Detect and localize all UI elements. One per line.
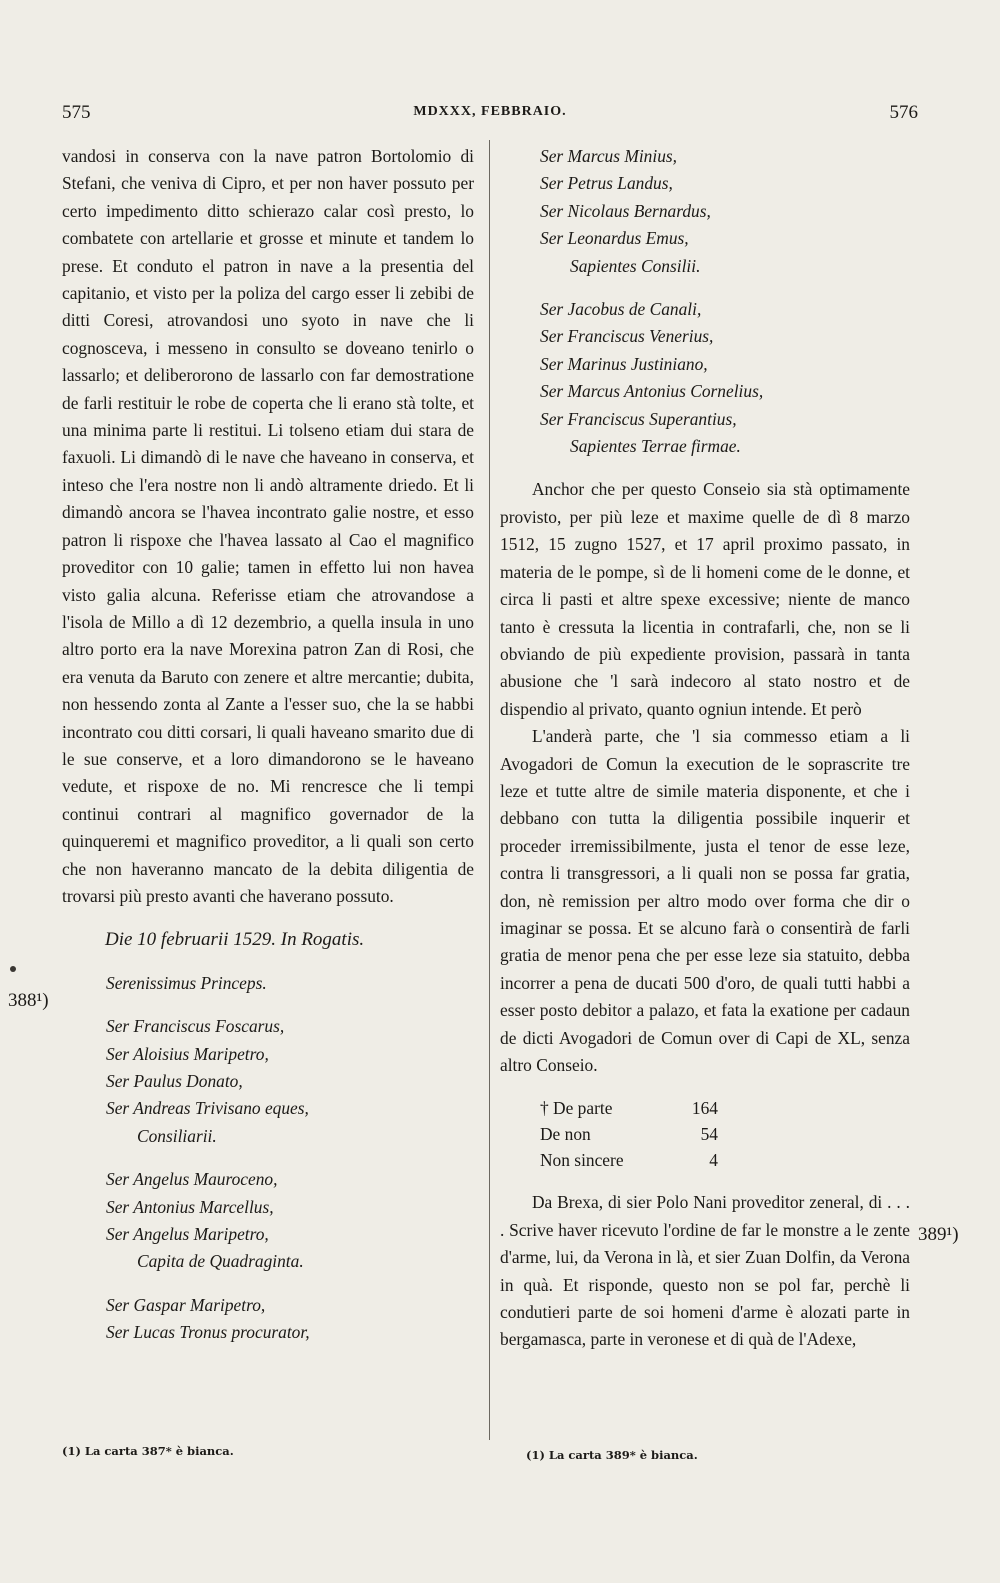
vote-label: Non sincere	[540, 1150, 624, 1171]
right-column	[500, 143, 910, 1354]
list-item: Ser Paulus Donato,	[106, 1071, 243, 1091]
princeps-line: Serenissimus Princeps.	[106, 972, 267, 993]
running-title: MDXXX, FEBBRAIO.	[413, 104, 567, 119]
list-item: Ser Jacobus de Canali,	[540, 299, 702, 320]
list-item: Ser Franciscus Superantius,	[540, 408, 737, 429]
left-column	[62, 143, 474, 1347]
margin-note-left: 388¹)	[8, 990, 49, 1011]
right-paragraph-1: Anchor che per questo Conseio sia stà optimamente provisto, per più leze et maxime quelle de dì 8 marzo 1512, 15 zugno 1527, et 17 april proximo passato, in materia de le pompe, sì de li homeni come de le donne, et circa li pasti et altre spexe excessive; niente de manco tanto è cressuta la licentia in contrafarli, che, non se li obviando de più expediente provision, passarà in tanta abusione che 'l sarà indecoro al stato nostro et de dispendio al privato, quanto ogniun intende. Et però	[500, 479, 910, 719]
list-item: Ser Angelus Mauroceno,	[106, 1169, 278, 1190]
list-item: Ser Gaspar Maripetro,	[106, 1294, 266, 1315]
vote-label: De non	[540, 1124, 591, 1145]
list-item: Ser Petrus Landus,	[540, 173, 673, 194]
vote-value: 54	[700, 1124, 718, 1145]
list-item: Ser Lucas Tronus procurator,	[106, 1322, 310, 1343]
right-paragraph-2: L'anderà parte, che 'l sia commesso etiam a li Avogadori de Comun la execution de le soprascrite tre leze et tutte altre de simile materia disponente, et che i debbano con tutta la diligentia possibile inquerir et proceder irremissibilmente, justa el tenor de esse leze, contra li transgressori, a li quali non se possa far gratia, don, nè remission per altro modo over forma che dir o imaginar se possa. Et se alcuno farà o consentirà de farli gratia de menor pena che per esse leze sia statuito, debba incorrer a pena de ducati 500 d'oro, de quali tutti habbi a esser posto debitor a palazo, et fata la exatione per cadaun de dicti Avogadori de Comun over di Capi de XL, senza altro Conseio.	[500, 726, 910, 1075]
list-item: Ser Franciscus Venerius,	[540, 326, 714, 347]
margin-note-right: 389¹)	[918, 1224, 959, 1245]
sapientes-terrae-list	[500, 296, 910, 460]
vote-tally	[500, 1095, 910, 1173]
procurator-list	[62, 1292, 474, 1347]
list-item: Ser Marcus Antonius Cornelius,	[540, 381, 764, 402]
list-item: Ser Marinus Justiniano,	[540, 353, 708, 374]
session-heading: Die 10 februarii 1529. In Rogatis.	[105, 929, 365, 951]
left-paragraph-1: vandosi in conserva con la nave patron Bortolomio di Stefani, che veniva di Cipro, et per non haver possuto per certo impedimento ditto schierazo calar così presto, lo combatete con artellarie et grosse et minute et tandem lo prese. Et conduto el patron in nave a la presentia del capitanio, et visto per la poliza del cargo esser li zebibi de ditti Coresi, atrovandosi uno syoto in nave che li cognosceva, i messeno in consulto se doveano tenirlo o lassarlo; et deliberorono de lassarlo con far demostratione de farli restituir le robe de coperta che li erano stà tolte, et una minima parte li restitui. Li tolseno etiam dui stara de faxuoli. Li dimandò di le nave che haveano in conserva, et inteso che l'era nostre non li andò altramente driedo. Et li dimandò ancora se l'havea incontrato galie nostre, et esso patron li rispoxe che l'havea lassato al Cao el magnifico proveditor con 10 galie; tamen in effetto lui non havea visto galia alcuna. Referisse etiam che atrovandose a l'isola de Millo a dì 12 dezembrio, a quella insula in uno altro porto era la nave Morexina patron Zan di Rosi, che era venuta da Baruto con zenere et altre mercantie; dubita, non hessendo zonta al Zante a l'esser suo, che la se habbi incontrato cou ditti corsari, li quali haveano smarito due di le sue conserve, et a loro dimandorono se le haveano vedute, et rispoxe de no. Mi rencresce che li tempi continui contrari al magnifico governador de la quinqueremi et magnifico proveditor, a li quali son certo che non haveranno mancato de la debita diligentia de trovarsi più presto avanti che haverano possuto.	[62, 146, 474, 906]
margin-dot	[10, 966, 16, 972]
footnote-right: (1) La carta 389* è bianca.	[526, 1448, 698, 1462]
vote-value: 4	[709, 1150, 718, 1171]
group-title: Sapientes Terrae firmae.	[570, 436, 741, 457]
sapientes-consilii-list	[500, 143, 910, 280]
page-number-left: 575	[62, 102, 91, 123]
list-item: Ser Leonardus Emus,	[540, 228, 689, 249]
footnote-left: (1) La carta 387* è bianca.	[62, 1444, 234, 1458]
vote-value: 164	[691, 1098, 718, 1119]
consiliarii-list	[62, 1013, 474, 1150]
list-item: Ser Marcus Minius,	[540, 146, 678, 166]
list-item: Ser Andreas Trivisano eques,	[106, 1098, 309, 1119]
running-header	[62, 102, 918, 130]
group-title: Consiliarii.	[137, 1125, 217, 1146]
list-item: Ser Franciscus Foscarus,	[106, 1016, 285, 1037]
right-paragraph-3: Da Brexa, di sier Polo Nani proveditor zeneral, di . . . . Scrive haver ricevuto l'ordine de far le monstre a le zente d'arme, lui, da Verona in là, et sier Zuan Dolfin, da Verona in quà. Et risponde, questo non se pol far, perchè li condutieri parte de soi homeni d'arme è alozati parte in bergamasca, parte in veronese et di quà de l'Adexe,	[500, 1192, 910, 1350]
page-number-right: 576	[889, 102, 918, 123]
list-item: Ser Antonius Marcellus,	[106, 1196, 274, 1217]
list-item: Ser Aloisius Maripetro,	[106, 1043, 269, 1064]
list-item: Ser Angelus Maripetro,	[106, 1224, 269, 1245]
list-item: Ser Nicolaus Bernardus,	[540, 200, 711, 221]
group-title: Capita de Quadraginta.	[137, 1251, 304, 1272]
capita-list	[62, 1166, 474, 1276]
vote-label: † De parte	[540, 1098, 613, 1119]
group-title: Sapientes Consilii.	[570, 255, 701, 276]
column-divider	[489, 140, 490, 1440]
